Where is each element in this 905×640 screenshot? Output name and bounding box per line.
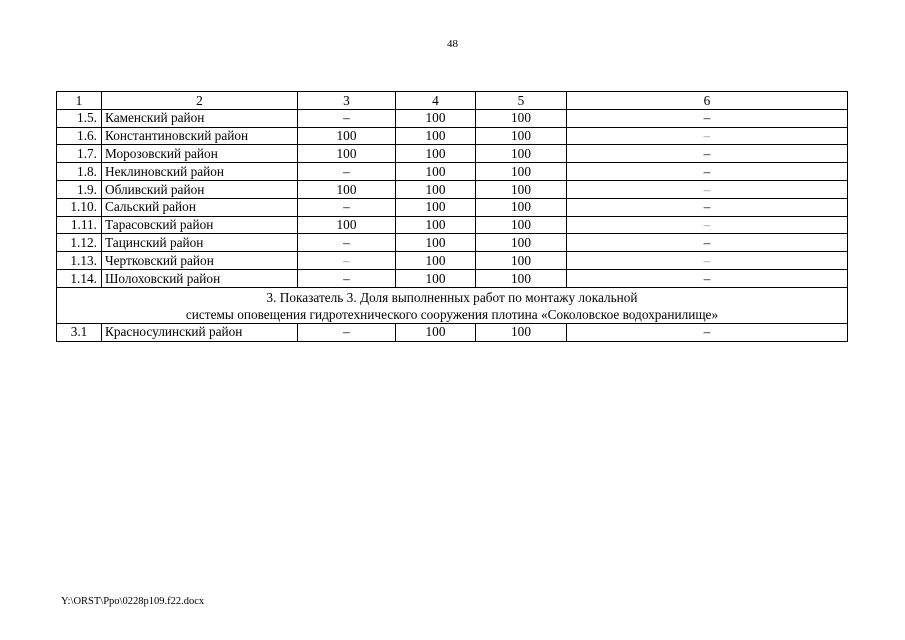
header-cell: 3 (298, 92, 396, 110)
value-col5: 100 (476, 109, 567, 127)
value-col4: 100 (396, 180, 476, 198)
value-col5: 100 (476, 269, 567, 287)
value-col3: 100 (298, 127, 396, 145)
table-row (57, 234, 848, 252)
value-col5: 100 (476, 234, 567, 252)
value-col6: – (567, 127, 848, 145)
row-number: 1.9. (57, 180, 102, 198)
district-name: Тарасовский район (102, 216, 298, 234)
value-col5: 100 (476, 163, 567, 181)
district-name: Сальский район (102, 198, 298, 216)
value-col3: – (298, 109, 396, 127)
table-row (57, 180, 848, 198)
value-col3: 100 (298, 180, 396, 198)
row-number: 1.12. (57, 234, 102, 252)
header-cell: 2 (102, 92, 298, 110)
header-cell: 4 (396, 92, 476, 110)
section-3-heading (57, 287, 848, 323)
value-col4: 100 (396, 252, 476, 270)
row-number: 1.5. (57, 109, 102, 127)
value-col6: – (567, 269, 848, 287)
value-col5: 100 (476, 252, 567, 270)
section-heading-row (57, 287, 848, 323)
value-col5: 100 (476, 127, 567, 145)
value-col5: 100 (476, 323, 567, 341)
header-cell: 6 (567, 92, 848, 110)
district-name: Обливский район (102, 180, 298, 198)
district-name: Каменский район (102, 109, 298, 127)
value-col6: – (567, 252, 848, 270)
value-col5: 100 (476, 216, 567, 234)
value-col6: – (567, 234, 848, 252)
district-name: Неклиновский район (102, 163, 298, 181)
table-row (57, 323, 848, 341)
value-col3: – (298, 198, 396, 216)
value-col5: 100 (476, 180, 567, 198)
footer-file-path: Y:\ORST\Ppo\0228p109.f22.docx (61, 596, 205, 607)
value-col3: – (298, 163, 396, 181)
value-col6: – (567, 109, 848, 127)
row-number: 1.14. (57, 269, 102, 287)
value-col3: – (298, 323, 396, 341)
value-col4: 100 (396, 163, 476, 181)
table-header-row (57, 92, 848, 110)
value-col4: 100 (396, 109, 476, 127)
value-col3: – (298, 252, 396, 270)
row-number: 1.11. (57, 216, 102, 234)
row-number: 1.10. (57, 198, 102, 216)
value-col5: 100 (476, 198, 567, 216)
row-number: 1.6. (57, 127, 102, 145)
table-row (57, 198, 848, 216)
district-name: Тацинский район (102, 234, 298, 252)
table-row (57, 109, 848, 127)
value-col3: 100 (298, 145, 396, 163)
row-number: 1.7. (57, 145, 102, 163)
table-row (57, 163, 848, 181)
value-col4: 100 (396, 127, 476, 145)
value-col3: – (298, 234, 396, 252)
value-col6: – (567, 180, 848, 198)
district-name: Морозовский район (102, 145, 298, 163)
value-col4: 100 (396, 145, 476, 163)
district-name: Красносулинский район (102, 323, 298, 341)
value-col6: – (567, 198, 848, 216)
table-row (57, 252, 848, 270)
row-number: 1.13. (57, 252, 102, 270)
district-name: Константиновский район (102, 127, 298, 145)
value-col3: – (298, 269, 396, 287)
section-3-heading-line2: системы оповещения гидротехнического сооружения плотина «Соколовское водохранилище» (185, 306, 719, 322)
indicator-table (56, 91, 848, 342)
table-row (57, 145, 848, 163)
row-number: 3.1 (57, 323, 102, 341)
district-name: Чертковский район (102, 252, 298, 270)
value-col4: 100 (396, 198, 476, 216)
value-col6: – (567, 323, 848, 341)
table-row (57, 216, 848, 234)
value-col3: 100 (298, 216, 396, 234)
value-col4: 100 (396, 269, 476, 287)
value-col4: 100 (396, 323, 476, 341)
header-cell: 5 (476, 92, 567, 110)
district-name: Шолоховский район (102, 269, 298, 287)
value-col6: – (567, 216, 848, 234)
table-row (57, 269, 848, 287)
value-col6: – (567, 145, 848, 163)
value-col6: – (567, 163, 848, 181)
value-col5: 100 (476, 145, 567, 163)
value-col4: 100 (396, 216, 476, 234)
page-number: 48 (447, 38, 458, 50)
table-row (57, 127, 848, 145)
value-col4: 100 (396, 234, 476, 252)
section-3-heading-line1: 3. Показатель 3. Доля выполненных работ по монтажу локальной (266, 289, 638, 305)
header-cell: 1 (57, 92, 102, 110)
row-number: 1.8. (57, 163, 102, 181)
